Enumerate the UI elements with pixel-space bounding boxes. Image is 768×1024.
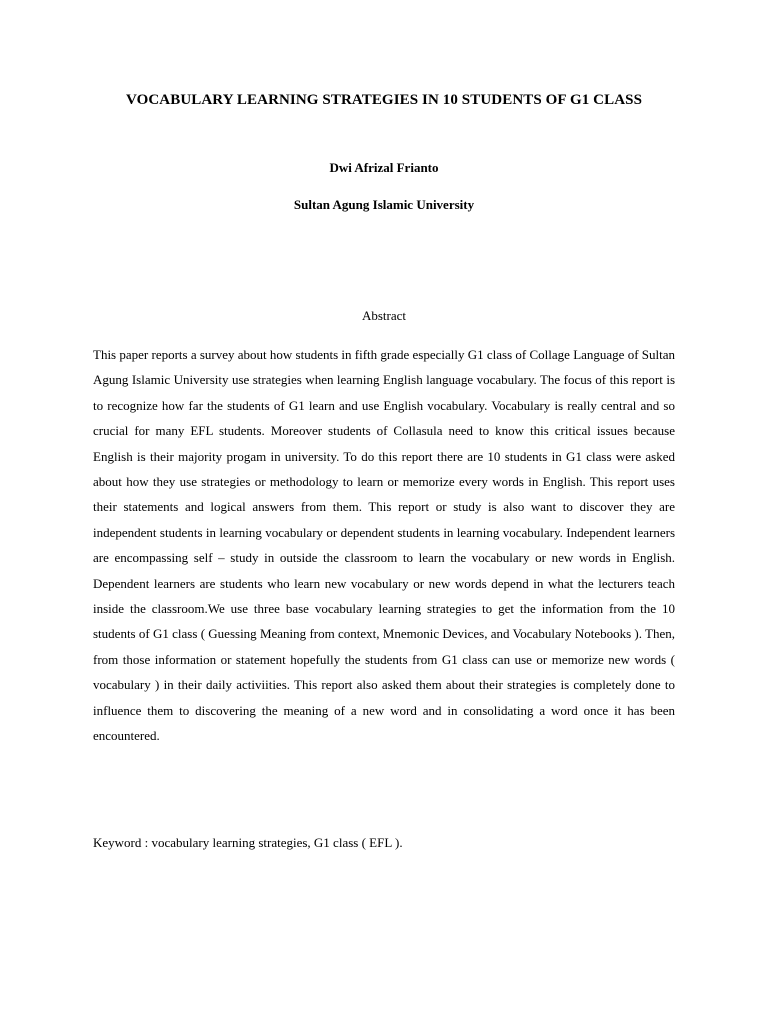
author-name: Dwi Afrizal Frianto [329, 160, 439, 175]
abstract-body: This paper reports a survey about how students in fifth grade especially G1 class of Collage Language of Sultan Agung Islamic University use strategies when learning English language vocabulary. The focus of this report is to recognize how far the students of G1 learn and use English vocabulary. Vocabulary is really central and so crucial for many EFL students. Moreover students of Collasula need to know this critical issues because English is their majority progam in university. To do this report there are 10 students in G1 class were asked about how they use strategies or methodology to learn or memorize every words in English. This report uses their statements and logical answers from them. This report or study is also want to discover they are independent students in learning vocabulary or dependent students in learning vocabulary. Independent learners are encompassing self – study in outside the classroom to learn the vocabulary or new words in English. Dependent learners are students who learn new vocabulary or new words depend in what the lecturers teach inside the classroom.We use three base vocabulary learning strategies to get the information from the 10 students of G1 class ( Guessing Meaning from context, Mnemonic Devices, and Vocabulary Notebooks ). Then, from those information or statement hopefully the students from G1 class can use or memorize new words ( vocabulary ) in their daily activiities. This report also asked them about their strategies is completely done to influence them to discovering the meaning of a new word and in consolidating a word once it has been encountered. [93, 347, 675, 744]
keywords-line: Keyword : vocabulary learning strategies, G1 class ( EFL ). [93, 835, 403, 850]
abstract-heading: Abstract [361, 308, 407, 323]
paper-title: VOCABULARY LEARNING STRATEGIES IN 10 STUDENTS OF G1 CLASS [125, 92, 643, 108]
author-affiliation: Sultan Agung Islamic University [293, 197, 475, 212]
